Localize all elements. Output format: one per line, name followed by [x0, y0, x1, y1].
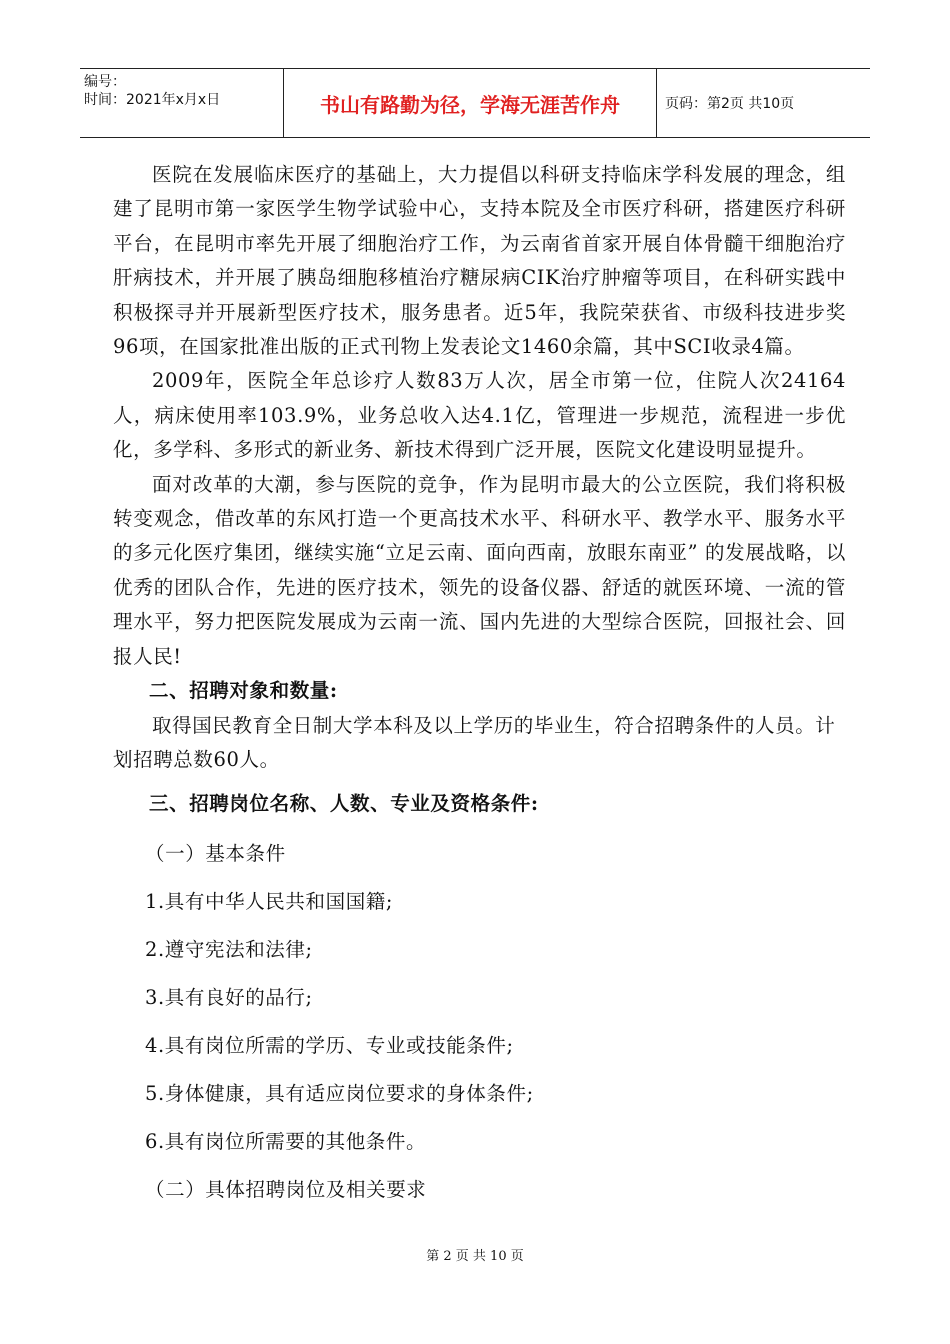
section2-text: 取得国民教育全日制大学本科及以上学历的毕业生，符合招聘条件的人员。计划招聘总数60人。 [113, 713, 836, 771]
paragraph-reform: 面对改革的大潮，参与医院的竞争，作为昆明市最大的公立医院，我们将积极转变观念，借改革的东风打造一个更高技术水平、科研水平、教学水平、服务水平的多元化医疗集团，继续实施“立足云南、面向西南，放眼东南亚” 的发展战略，以优秀的团队合作，先进的医疗技术，领先的设备仪器、舒适的就医环境、一流的管理水平，努力把医院发展成为云南一流、国内先进的大型综合医院，回报社会、回报人民! [113, 472, 846, 668]
document-body [113, 158, 846, 1214]
condition-item: 4.具有岗位所需的学历、专业或技能条件; [145, 1033, 514, 1057]
subsection2-heading: （二）具体招聘岗位及相关要求 [145, 1177, 427, 1201]
doc-date-label: 时间：2021年x月x日 [84, 92, 221, 108]
header-meta-cell [80, 69, 284, 137]
paragraph-research: 医院在发展临床医疗的基础上，大力提倡以科研支持临床学科发展的理念，组建了昆明市第一家医学生物学试验中心，支持本院及全市医疗科研，搭建医疗科研平台，在昆明市率先开展了细胞治疗工作，为云南省首家开展自体骨髓干细胞治疗肝病技术，并开展了胰岛细胞移植治疗糖尿病CIK治疗肿瘤等项目，在科研实践中积极探寻并开展新型医疗技术，服务患者。近5年，我院荣获省、市级科技进步奖 96项，在国家批准出版的正式刊物上发表论文1460余篇，其中SCI收录4篇。 [113, 163, 846, 359]
subsection1-heading: （一）基本条件 [145, 841, 286, 865]
header-page-label: 页码：第2页 共10页 [665, 96, 795, 112]
condition-item: 2.遵守宪法和法律; [145, 937, 313, 961]
header-motto: 书山有路勤为径，学海无涯苦作舟 [284, 69, 657, 137]
condition-item: 6.具有岗位所需要的其他条件。 [145, 1129, 427, 1153]
doc-number-label: 编号： [84, 74, 126, 90]
condition-item: 1.具有中华人民共和国国籍; [145, 889, 394, 913]
condition-item: 3.具有良好的品行; [145, 985, 313, 1009]
page-header [80, 68, 870, 138]
paragraph-statistics: 2009年，医院全年总诊疗人数83万人次，居全市第一位，住院人次24164人，病床使用率103.9%，业务总收入达4.1亿，管理进一步规范，流程进一步优化，多学科、多形式的新业务、新技术得到广泛开展，医院文化建设明显提升。 [113, 369, 846, 462]
page-footer: 第 2 页 共 10 页 [426, 1249, 524, 1264]
condition-item: 5.身体健康，具有适应岗位要求的身体条件; [145, 1081, 534, 1105]
section3-heading: 三、招聘岗位名称、人数、专业及资格条件: [149, 792, 539, 816]
section2-heading: 二、招聘对象和数量: [149, 679, 338, 703]
